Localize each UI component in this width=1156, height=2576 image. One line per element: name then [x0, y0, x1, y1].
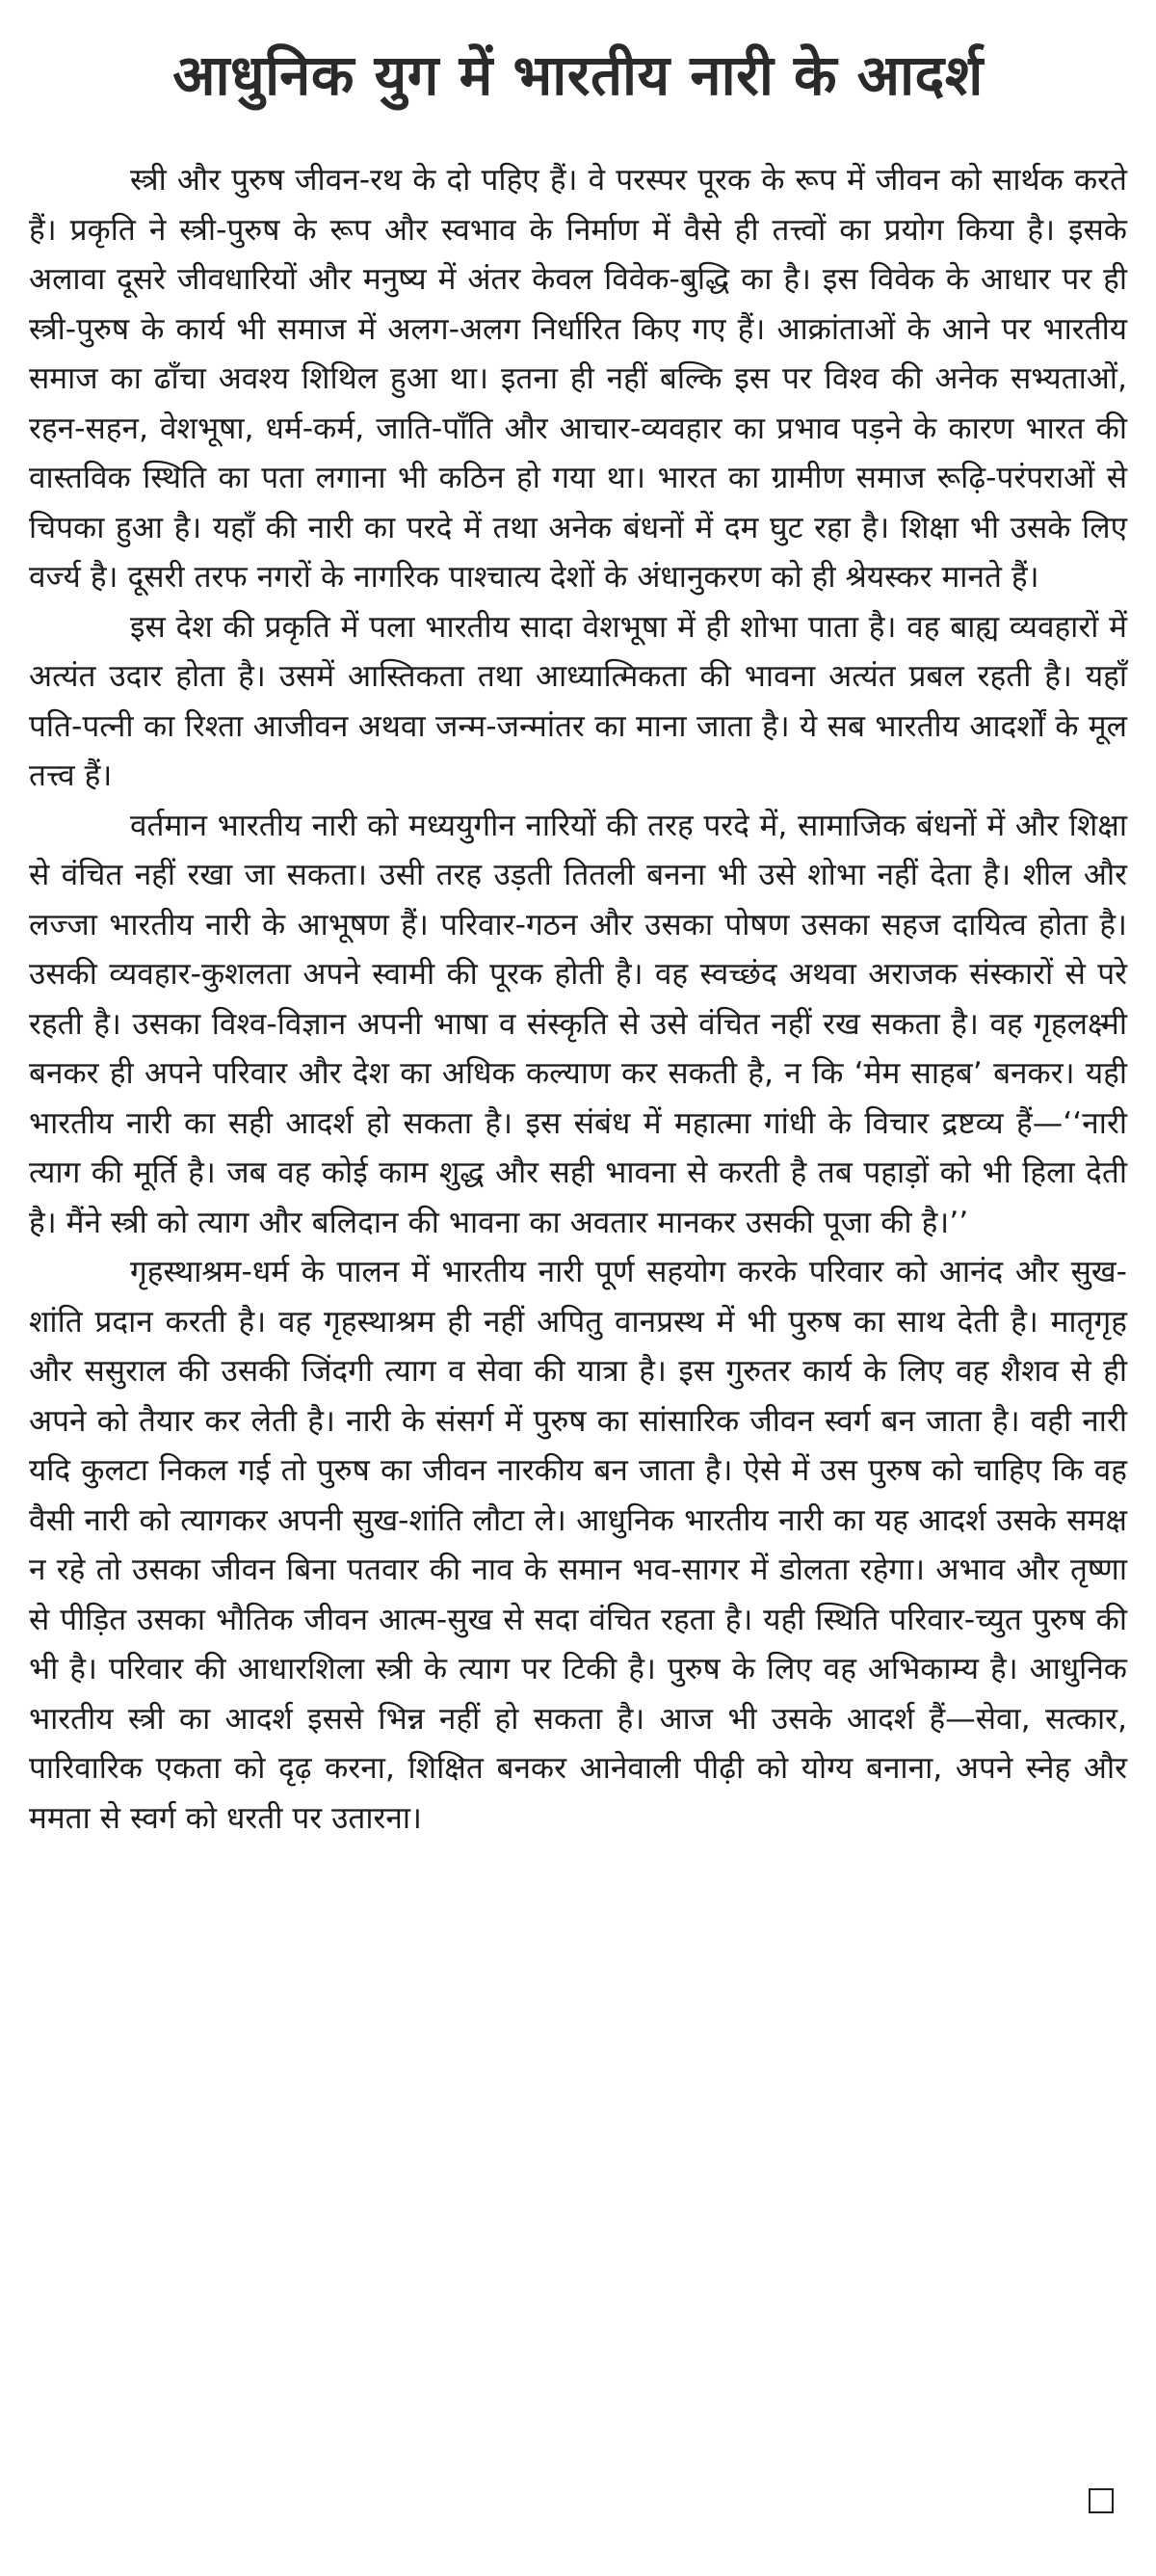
square-outline-icon — [1089, 2488, 1114, 2513]
paragraph-2: इस देश की प्रकृति में पला भारतीय सादा वेशभूषा में ही शोभा पाता है। वह बाह्य व्यवहारों में अत्यंत उदार होता है। उसमें आस्तिकता तथा आध्यात्मिकता की भावना अत्यंत प्रबल रहती है। यहाँ पति-पत्नी का रिश्ता आजीवन अथवा जन्म-जन्मांतर का माना जाता है। ये सब भारतीय आदर्शों के मूल तत्त्व हैं। — [29, 609, 1127, 793]
page-title: आधुनिक युग में भारतीय नारी के आदर्श — [172, 42, 984, 108]
paragraph-3: वर्तमान भारतीय नारी को मध्ययुगीन नारियों की तरह परदे में, सामाजिक बंधनों में और शिक्षा से वंचित नहीं रखा जा सकता। उसी तरह उड़ती तितली बनना भी उसे शोभा नहीं देता है। शील और लज्जा भारतीय नारी के आभूषण हैं। परिवार-गठन और उसका पोषण उसका सहज दायित्व होता है। उसकी व्यवहार-कुशलता अपने स्वामी की पूरक होती है। वह स्वच्छंद अथवा अराजक संस्कारों से परे रहती है। उसका विश्व-विज्ञान अपनी भाषा व संस्कृति से उसे वंचित नहीं रख सकता है। वह गृहलक्ष्मी बनकर ही अपने परिवार और देश का अधिक कल्याण कर सकती है, न कि ‘मेम साहब’ बनकर। यही भारतीय नारी का सही आदर्श हो सकता है। इस संबंध में महात्मा गांधी के विचार द्रष्टव्य हैं—‘‘नारी त्याग की मूर्ति है। जब वह कोई काम शुद्ध और सही भावना से करती है तब पहाड़ों को भी हिला देती है। मैंने स्त्री को त्याग और बलिदान की भावना का अवतार मानकर उसकी पूजा की है।’’ — [29, 808, 1127, 1240]
essay-body — [29, 156, 1127, 1844]
paragraph-4: गृहस्थाश्रम-धर्म के पालन में भारतीय नारी पूर्ण सहयोग करके परिवार को आनंद और सुख-शांति प्रदान करती है। वह गृहस्थाश्रम ही नहीं अपितु वानप्रस्थ में भी पुरुष का साथ देती है। मातृगृह और ससुराल की उसकी जिंदगी त्याग व सेवा की यात्रा है। इस गुरुतर कार्य के लिए वह शैशव से ही अपने को तैयार कर लेती है। नारी के संसर्ग में पुरुष का सांसारिक जीवन स्वर्ग बन जाता है। वही नारी यदि कुलटा निकल गई तो पुरुष का जीवन नारकीय बन जाता है। ऐसे में उस पुरुष को चाहिए कि वह वैसी नारी को त्यागकर अपनी सुख-शांति लौटा ले। आधुनिक भारतीय नारी का यह आदर्श उसके समक्ष न रहे तो उसका जीवन बिना पतवार की नाव के समान भव-सागर में डोलता रहेगा। अभाव और तृष्णा से पीड़ित उसका भौतिक जीवन आत्म-सुख से सदा वंचित रहता है। यही स्थिति परिवार-च्युत पुरुष की भी है। परिवार की आधारशिला स्त्री के त्याग पर टिकी है। पुरुष के लिए वह अभिकाम्य है। आधुनिक भारतीय स्त्री का आदर्श इससे भिन्न नहीं हो सकता है। आज भी उसके आदर्श हैं—सेवा, सत्कार, पारिवारिक एकता को दृढ़ करना, शिक्षित बनकर आनेवाली पीढ़ी को योग्य बनाना, अपने स्नेह और ममता से स्वर्ग को धरती पर उतारना। — [29, 1255, 1127, 1836]
paragraph-1: स्त्री और पुरुष जीवन-रथ के दो पहिए हैं। वे परस्पर पूरक के रूप में जीवन को सार्थक करते हैं। प्रकृति ने स्त्री-पुरुष के रूप और स्वभाव के निर्माण में वैसे ही तत्त्वों का प्रयोग किया है। इसके अलावा दूसरे जीवधारियों और मनुष्य में अंतर केवल विवेक-बुद्धि का है। इस विवेक के आधार पर ही स्त्री-पुरुष के कार्य भी समाज में अलग-अलग निर्धारित किए गए हैं। आक्रांताओं के आने पर भारतीय समाज का ढाँचा अवश्य शिथिल हुआ था। इतना ही नहीं बल्कि इस पर विश्व की अनेक सभ्यताओं, रहन-सहन, वेशभूषा, धर्म-कर्म, जाति-पाँति और आचार-व्यवहार का प्रभाव पड़ने के कारण भारत की वास्तविक स्थिति का पता लगाना भी कठिन हो गया था। भारत का ग्रामीण समाज रूढ़ि-परंपराओं से चिपका हुआ है। यहाँ की नारी का परदे में तथा अनेक बंधनों में दम घुट रहा है। शिक्षा भी उसके लिए वर्ज्य है। दूसरी तरफ नगरों के नागरिक पाश्चात्य देशों के अंधानुकरण को ही श्रेयस्कर मानते हैं। — [29, 163, 1127, 595]
